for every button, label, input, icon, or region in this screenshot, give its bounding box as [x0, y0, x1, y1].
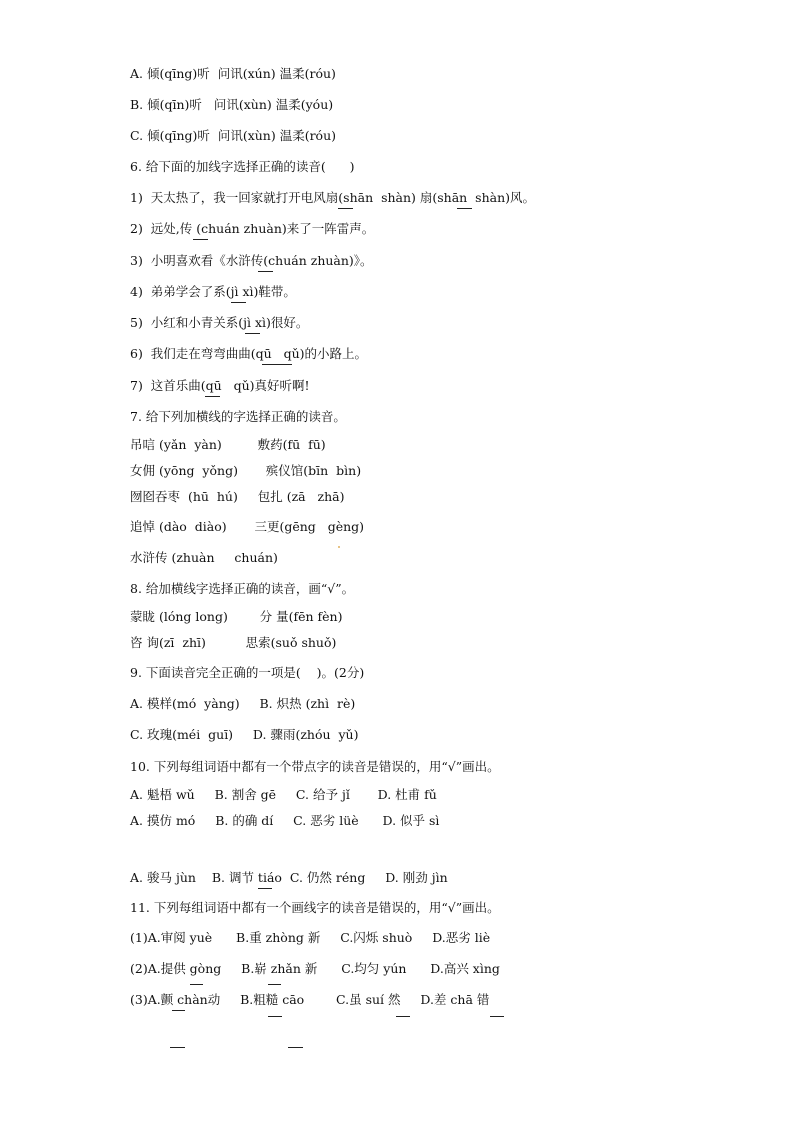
sentence-line: 1) 天太热了，我一回家就打开电风扇(shān shàn) 扇(shān shàn)风。: [130, 190, 536, 205]
underline-mark: [231, 302, 246, 303]
question-heading: 6. 给下面的加线字选择正确的读音( ): [130, 159, 355, 174]
word-line: 囫囵吞枣 (hū hú) 包扎 (zā zhā): [130, 489, 345, 504]
option-line: C. 玫瑰(méi guī) D. 骤雨(zhóu yǔ): [130, 727, 359, 742]
option-line: (1)A.审阅 yuè B.重 zhòng 新 C.闪烁 shuò D.恶劣 liè: [130, 930, 491, 945]
question-heading: 7. 给下列加横线的字选择正确的读音。: [130, 409, 346, 424]
underline-mark: [258, 271, 273, 272]
word-line: 追悼 (dào diào) 三更(gēng gèng): [130, 519, 365, 534]
word-line: 蒙眬 (lóng long) 分 量(fēn fèn): [130, 609, 343, 624]
sentence-line: 5) 小红和小青关系(jì xì)很好。: [130, 315, 309, 330]
option-line: A. 模样(mó yàng) B. 炽热 (zhì rè): [130, 696, 356, 711]
sentence-line: 7) 这首乐曲(qū qǔ)真好听啊!: [130, 378, 310, 393]
word-line: 吊唁 (yǎn yàn) 敷药(fū fū): [130, 437, 326, 452]
question-heading: 11. 下列每组词语中都有一个画线字的读音是错误的，用“√”画出。: [130, 900, 500, 915]
underline-mark: [170, 1047, 185, 1048]
sentence-line: 2) 远处,传 (chuán zhuàn)来了一阵雷声。: [130, 221, 375, 236]
underline-mark: [190, 984, 203, 985]
option-line: A. 倾(qīng)听 问讯(xún) 温柔(róu): [130, 66, 336, 81]
underline-mark: [396, 1016, 410, 1017]
question-heading: 8. 给加横线字选择正确的读音，画“√”。: [130, 581, 355, 596]
underline-mark: [268, 1016, 282, 1017]
underline-mark: [338, 208, 353, 209]
word-line: 水浒传 (zhuàn chuán): [130, 550, 278, 565]
stray-dot: [338, 546, 340, 548]
underline-mark: [288, 1047, 303, 1048]
underline-mark: [172, 1010, 185, 1011]
underline-mark: [262, 364, 292, 365]
word-line: 女佣 (yōng yǒng) 殡仪馆(bīn bìn): [130, 463, 362, 478]
option-line: A. 骏马 jùn B. 调节 tiáo C. 仍然 réng D. 刚劲 jìn: [130, 870, 448, 885]
underline-mark: [245, 333, 260, 334]
question-heading: 10. 下列每组词语中都有一个带点字的读音是错误的，用“√”画出。: [130, 759, 500, 774]
sentence-line: 3) 小明喜欢看《水浒传(chuán zhuàn)》。: [130, 253, 373, 268]
option-line: (2)A.提供 gòng B.崭 zhǎn 新 C.均匀 yún D.高兴 xìng: [130, 961, 500, 976]
sentence-line: 4) 弟弟学会了系(jì xì)鞋带。: [130, 284, 296, 299]
underline-mark: [258, 888, 272, 889]
underline-mark: [490, 1016, 504, 1017]
option-line: B. 倾(qīn)听 问讯(xùn) 温柔(yóu): [130, 97, 334, 112]
option-line: (3)A.颤 chàn动 B.粗糙 cāo C.虽 suí 然 D.差 chā 错: [130, 992, 490, 1007]
word-line: 咨 询(zī zhī) 思索(suǒ shuǒ): [130, 635, 337, 650]
underline-mark: [457, 208, 472, 209]
underline-mark: [193, 239, 208, 240]
option-line: A. 摸仿 mó B. 的确 dí C. 恶劣 lüè D. 似乎 sì: [130, 813, 440, 828]
option-line: C. 倾(qīng)听 问讯(xùn) 温柔(róu): [130, 128, 337, 143]
underline-mark: [268, 984, 281, 985]
underline-mark: [205, 396, 220, 397]
sentence-line: 6) 我们走在弯弯曲曲(qū qǔ)的小路上。: [130, 346, 368, 361]
question-heading: 9. 下面读音完全正确的一项是( )。(2分): [130, 665, 365, 680]
option-line: A. 魁梧 wǔ B. 割舍 gē C. 给予 jǐ D. 杜甫 fǔ: [130, 787, 437, 802]
